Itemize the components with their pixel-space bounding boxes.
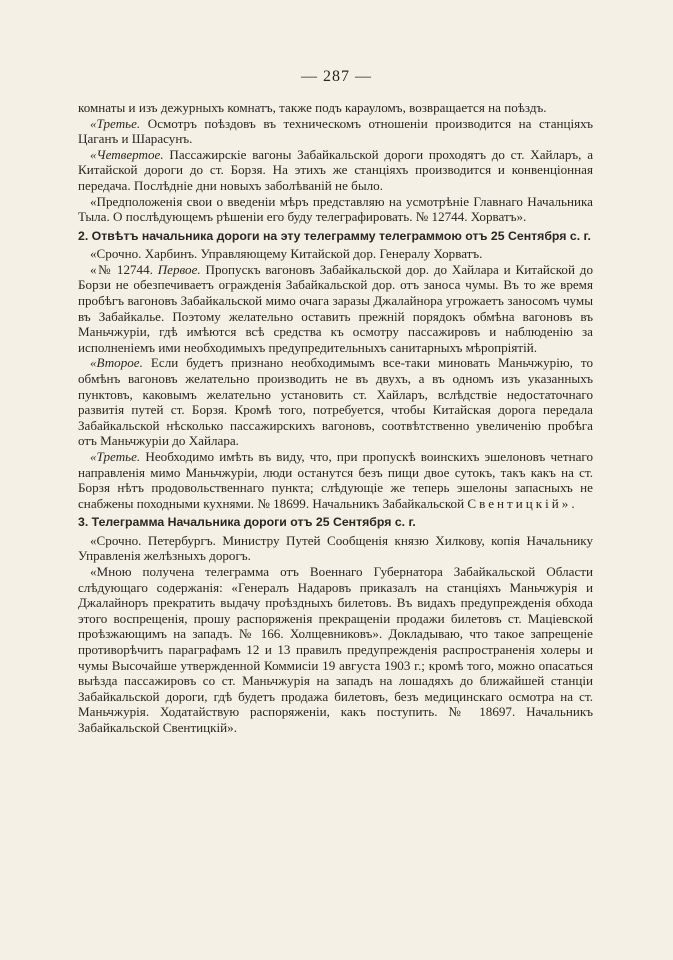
paragraph: «№ 12744. Первое. Пропускъ вагоновъ Забайкальской дор. до Хайлара и Китайской до Борзи не обезпечиваетъ огражденія Забайкальской дор. отъ заноса чумы. Въ то же время пробѣгъ вагоновъ Забайкальской мимо очага заразы Джалайнора угрожаетъ заносомъ чумы въ Забайкалье. Поэтому желательно оставить прежній порядокъ обмѣна вагоновъ въ Маньчжуріи, гдѣ имѣются всѣ средства къ осмотру пассажировъ и наблюденію за исполненіемъ ими необходимыхъ предупредительныхъ санитарныхъ мѣропріятій.	[78, 261, 593, 355]
paragraph: «Второе. Если будетъ признано необходимымъ все-таки миновать Маньчжурію, то обмѣнъ вагоновъ желательно производить не въ двухъ, а въ одномъ изъ указанныхъ пунктовъ, каковымъ желательно установить ст. Хайларъ, вслѣдствіе недостаточнаго развитія путей ст. Борзя. Кромѣ того, потребуется, чтобы Китайская дорога передала Забайкальской нѣсколько пассажирскихъ вагоновъ, соотвѣтственно увеличенію пробѣга отъ Маньчжуріи до Хайлара.	[78, 355, 593, 449]
page-number: — 287 —	[301, 68, 372, 85]
section-lead: «Четвертое.	[90, 146, 164, 162]
paragraph: «Третье. Осмотръ поѣздовъ въ техническомъ отношеніи производится на станціяхъ Цаганъ и Шарасунъ.	[78, 115, 593, 147]
section-lead: «Третье.	[90, 115, 141, 131]
paragraph: комнаты и изъ дежурныхъ комнатъ, также подъ карауломъ, возвращается на поѣздъ.	[78, 100, 547, 115]
paragraph: «Предположенія свои о введеніи мѣръ представляю на усмотрѣніе Главнаго Начальника Тыла. О послѣдующемъ рѣшеніи его буду телеграфировать. № 12744. Хорватъ».	[78, 193, 593, 225]
section-heading: 3. Телеграмма Начальника дороги отъ 25 Сентября с. г.	[78, 515, 416, 530]
paragraph: «Срочно. Харбинъ. Управляющему Китайской дор. Генералу Хорватъ.	[90, 246, 483, 262]
paragraph: «Четвертое. Пассажирскіе вагоны Забайкальской дороги проходятъ до ст. Хайларъ, а Китайской дороги до ст. Борзя. На этихъ же станціяхъ производится и конвенціонная передача. Послѣдніе дни новыхъ заболѣваній не было.	[78, 146, 594, 193]
paragraph: «Срочно. Петербургъ. Министру Путей Сообщенія князю Хилкову, копія Начальнику Управленія желѣзныхъ дорогъ.	[78, 532, 593, 564]
paragraph: «Третье. Необходимо имѣть въ виду, что, при пропускѣ воинскихъ эшелоновъ четнаго направленія мимо Маньчжуріи, люди останутся безъ пищи двое сутокъ, такъ какъ на ст. Борзя нѣтъ продовольственнаго пункта; слѣдующіе же теперь эшелоны запасныхъ не снабжены походными кухнями. № 18699. Начальникъ Забайкальской Свентицкій».	[78, 448, 594, 511]
paragraph: «Мною получена телеграмма отъ Военнаго Губернатора Забайкальской Области слѣдующаго содержанія: «Генералъ Надаровъ приказалъ на станціяхъ Маньчжурія и Джалайноръ прекратить выдачу проѣздныхъ билетовъ. Въ видахъ предупрежденія обхода этого воспрещенія, прошу распоряженія прекращеніи продажи билетовъ ст. Маціевской проѣзжающимъ на западъ. № 166. Холщевниковъ». Докладываю, что такое запрещеніе противорѣчитъ параграфамъ 12 и 13 правилъ предупрежденія распространенія холеры и чумы Высочайше утвержденной Коммисіи 19 августа 1903 г.; кромѣ того, можно опасаться выѣзда пассажировъ со ст. Маньчжурія на западъ на лошадяхъ до ближайшей станціи Забайкальской дороги, гдѣ будетъ продажа билетовъ, безъ медицинскаго осмотра на ст. Маньчжурія. Ходатайствую распоряженіи, какъ поступить. № 18697. Начальникъ Забайкальской Свентицкій».	[78, 564, 593, 735]
section-lead: «Третье.	[90, 448, 141, 464]
section-heading: 2. Отвѣтъ начальника дороги на эту телеграмму телеграммою отъ 25 Сентября с. г.	[78, 228, 591, 243]
signature-spaced: Свентицкій».	[467, 495, 578, 511]
body-text	[78, 100, 593, 736]
section-lead: Первое.	[157, 261, 201, 277]
section-lead: «Второе.	[90, 355, 143, 371]
